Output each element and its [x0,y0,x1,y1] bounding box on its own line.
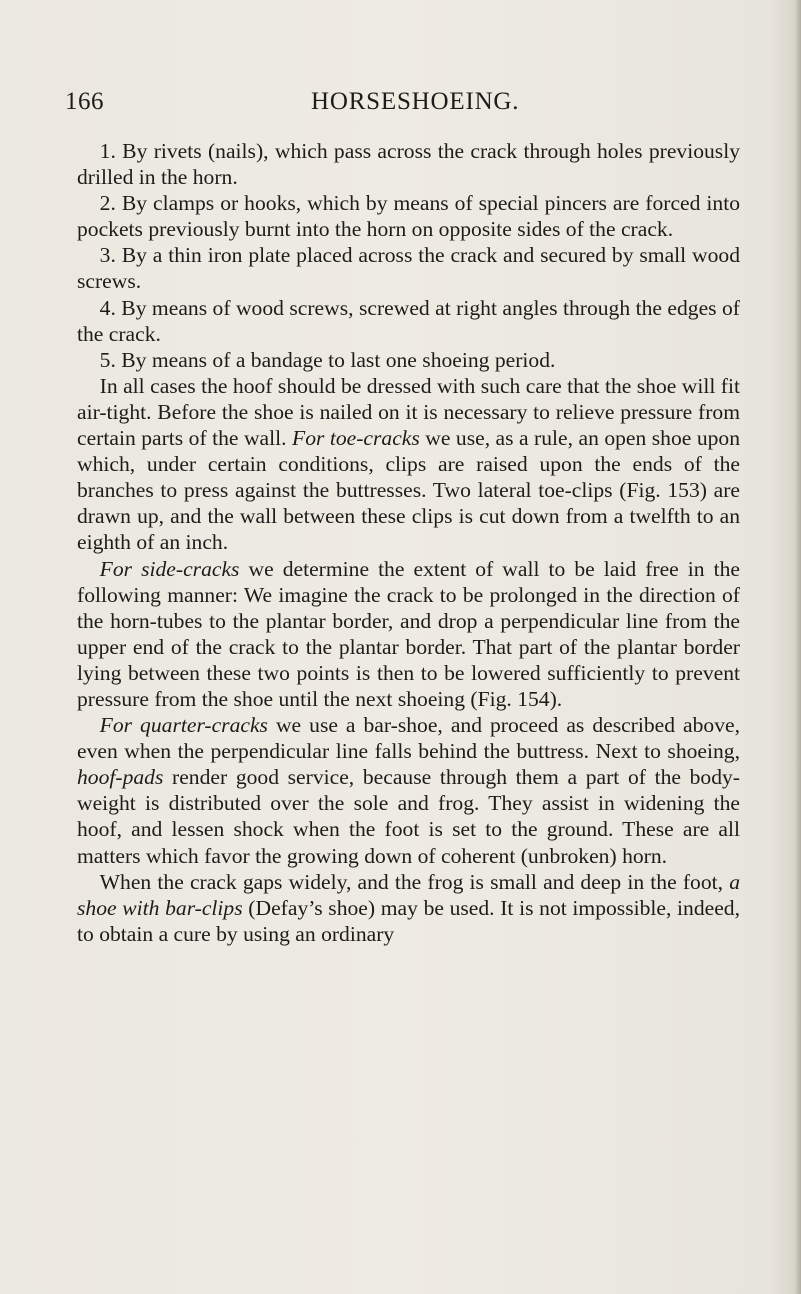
text-run: we determine the extent of wall to be laid free in the following manner: We imagine the crack to be prolonged in the direction of the horn-tubes to the plantar border, and drop a perpendicular line from the upper end of the crack to the plantar border. That part of the plantar border lying between these two points is then to be lowered sufficiently to prevent pressure from the shoe until the next shoeing (Fig. 154). [77,556,740,711]
text-run: 5. By means of a bandage to last one shoeing period. [99,347,556,372]
italic-phrase: For quarter-cracks [99,713,268,738]
text-run: 1. By rivets (nails), which pass across the crack through holes previously drilled in the horn. [77,139,740,190]
running-head: HORSESHOEING. [311,88,520,115]
paragraph [77,190,740,242]
text-run: we use, as a rule, an open shoe upon which, under certain conditions, clips are raised upon the ends of the branches to press against the buttresses. Two lateral toe-clips (Fig. 153) are drawn up, and the wall between these clips is cut down from a twelfth to an eighth of an inch. [77,426,741,555]
text-run: When the crack gaps widely, and the frog is small and deep in the foot, [99,869,730,894]
text-run: (Defay’s shoe) may be used. It is not impossible, indeed, to obtain a cure by using an ordinary [77,895,740,946]
paragraph [77,242,740,294]
italic-phrase: For side-cracks [99,556,240,581]
text-run: render good service, because through them a part of the body-weight is distributed over the sole and frog. They assist in widening the hoof, and lessen shock when the foot is set to the ground. These are all matters which favor the growing down of coherent (unbroken) horn. [77,765,740,868]
text-run: we use a bar-shoe, and proceed as described above, even when the perpendicular line falls behind the buttress. Next to shoeing, [77,713,741,764]
paragraph [77,556,740,713]
text-run: 4. By means of wood screws, screwed at right angles through the edges of the crack. [77,295,740,346]
paragraph [77,347,740,373]
paragraph [77,712,740,869]
body-text [77,138,740,947]
italic-phrase: a shoe with bar-clips [77,869,740,920]
page-edge-shadow [795,0,801,1294]
text-run: 2. By clamps or hooks, which by means of special pincers are forced into pockets previously burnt into the horn on opposite sides of the crack. [77,191,740,242]
paragraph [77,295,740,347]
paragraph [77,138,740,190]
page-number: 166 [65,88,104,115]
text-run: 3. By a thin iron plate placed across the crack and secured by small wood screws. [77,243,740,294]
italic-phrase: hoof-pads [77,765,164,790]
paragraph [77,373,740,556]
text-run: In all cases the hoof should be dressed with such care that the shoe will fit air-tight. Before the shoe is nailed on it is necessary to relieve pressure from certain parts of the wall. [77,373,740,451]
paragraph [77,869,740,947]
page-header [65,88,745,128]
italic-phrase: For toe-cracks [292,426,420,451]
